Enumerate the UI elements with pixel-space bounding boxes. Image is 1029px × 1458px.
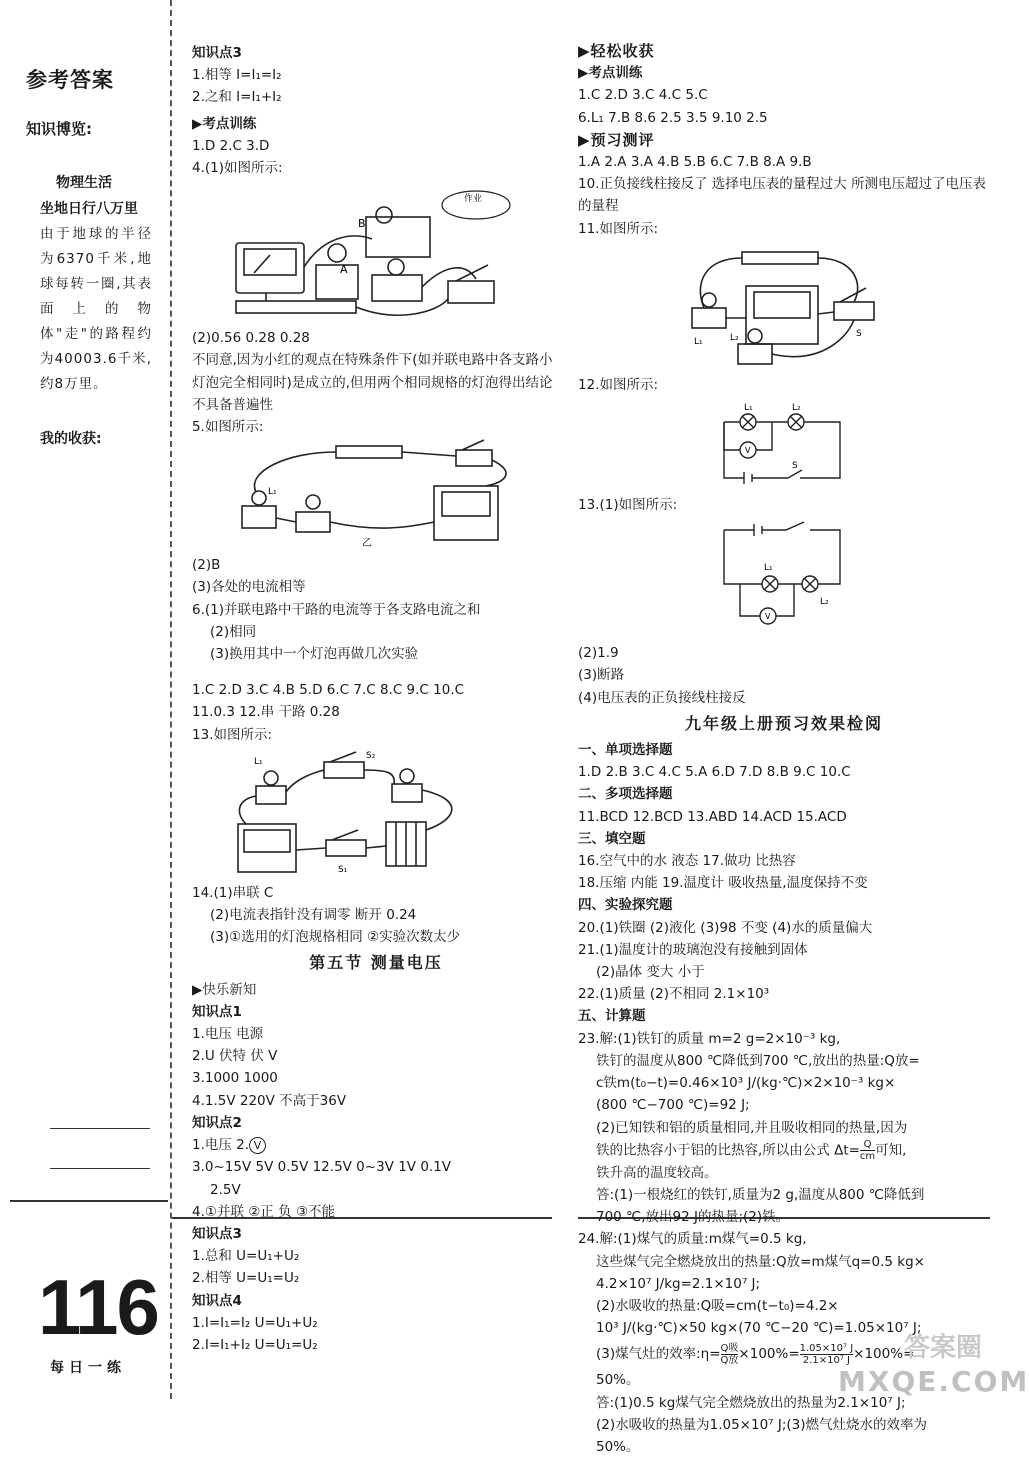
note-rule bbox=[50, 1128, 150, 1129]
figure-label: L₁ bbox=[694, 336, 703, 347]
text-line: (2)水吸收的热量:Q吸=cm(t−t₀)=4.2× bbox=[596, 1297, 839, 1314]
section-heading: ▶考点训练 bbox=[192, 115, 257, 132]
text-line: 4.1.5V 220V 不高于36V bbox=[192, 1092, 347, 1109]
text-line: (3)①选用的灯泡规格相同 ②实验次数太少 bbox=[210, 929, 461, 946]
text-line: 1.A 2.A 3.A 4.B 5.B 6.C 7.B 8.A 9.B bbox=[578, 154, 812, 171]
figure-note: 作业 bbox=[464, 194, 483, 205]
text-line: 11.BCD 12.BCD 13.ABD 14.ACD 15.ACD bbox=[578, 808, 847, 825]
circuit-figure-5 bbox=[714, 400, 854, 490]
text-line: 13.(1)如图所示: bbox=[578, 497, 678, 514]
figure-label: L₁ bbox=[764, 563, 773, 574]
answers-title: 参考答案 bbox=[26, 68, 114, 92]
text-line: (4)电压表的正负接线柱接反 bbox=[578, 689, 746, 706]
figure-label: L₂ bbox=[730, 332, 739, 343]
text-line: 这些煤气完全燃烧放出的热量:Q放=m煤气q=0.5 kg× bbox=[596, 1253, 925, 1270]
my-gain-label: 我的收获: bbox=[40, 431, 102, 447]
page-number: 116 bbox=[38, 1263, 158, 1351]
switch-icon bbox=[326, 840, 366, 856]
figure-label: S₁ bbox=[338, 864, 348, 875]
footer-text: 每日一练 bbox=[50, 1360, 126, 1376]
text-line: (2)晶体 变大 小于 bbox=[596, 964, 705, 981]
voltmeter-icon: V bbox=[249, 1137, 266, 1154]
fraction-denominator: 2.1×10⁷ J bbox=[802, 1354, 850, 1366]
text-line: (3)各处的电流相等 bbox=[192, 579, 306, 596]
text-line bbox=[192, 1134, 560, 1156]
text-line: 1.I=I₁=I₂ U=U₁+U₂ bbox=[192, 1314, 318, 1331]
figure-label: L₂ bbox=[792, 403, 801, 414]
figure-label: S bbox=[792, 461, 798, 472]
figure-label: S bbox=[856, 328, 862, 339]
text-line: 21.(1)温度计的玻璃泡没有接触到固体 bbox=[578, 941, 808, 958]
sidebar bbox=[0, 0, 168, 1399]
text-fragment: ×100%= bbox=[738, 1346, 800, 1363]
figure-label: L₁ bbox=[268, 487, 277, 498]
text-fragment: 1.电压 2. bbox=[192, 1137, 250, 1154]
text-line: 知识点1 bbox=[192, 1003, 242, 1020]
text-line: c铁m(t₀−t)=0.46×10³ J/(kg·℃)×2×10⁻³ kg× bbox=[596, 1075, 896, 1092]
text-line: 4.(1)如图所示: bbox=[192, 160, 283, 177]
text-line: 700 ℃,放出92 J的热量;(2)铁。 bbox=[596, 1209, 790, 1226]
bulb-icon bbox=[328, 244, 346, 262]
bulb-icon bbox=[702, 293, 716, 307]
text-line: (2)0.56 0.28 0.28 bbox=[192, 330, 310, 347]
note-rule bbox=[10, 1200, 168, 1202]
text-line: (2)相同 bbox=[210, 623, 257, 640]
text-fragment: ×100%= bbox=[853, 1346, 915, 1363]
watermark-text: 答案圈 bbox=[904, 1333, 983, 1363]
ammeter-icon bbox=[236, 243, 304, 293]
text-line: 答:(1)一根烧红的铁钉,质量为2 g,温度从800 ℃降低到 bbox=[596, 1186, 925, 1203]
text-line: 18.压缩 内能 19.温度计 吸收热量,温度保持不变 bbox=[578, 875, 868, 892]
section-heading: ▶考点训练 bbox=[578, 65, 643, 82]
article-head: 坐地日行八万里 bbox=[40, 201, 138, 217]
fraction-numerator: Q吸 bbox=[720, 1342, 739, 1354]
bulb-icon bbox=[376, 207, 392, 223]
text-line: 知识点3 bbox=[192, 45, 242, 61]
fraction-denominator: cm bbox=[859, 1150, 876, 1162]
text-line: 2.相等 U=U₁=U₂ bbox=[192, 1270, 300, 1287]
text-line: 10³ J/(kg·℃)×50 kg×(70 ℃−20 ℃)=1.05×10⁷ J; bbox=[596, 1320, 922, 1337]
switch-icon bbox=[834, 302, 874, 320]
bulb-icon bbox=[252, 491, 266, 505]
text-line: 23.解:(1)铁钉的质量 m=2 g=2×10⁻³ kg, bbox=[578, 1030, 841, 1047]
section-heading: ▶轻松收获 bbox=[578, 42, 655, 60]
formula-fraction bbox=[860, 1139, 875, 1162]
text-line: 6.L₁ 7.B 8.6 2.5 3.5 9.10 2.5 bbox=[578, 109, 768, 126]
voltmeter-icon bbox=[746, 286, 818, 344]
text-paragraph: 10.正负接线柱接反了 选择电压表的量程过大 所测电压超过了电压表的量程 bbox=[578, 176, 987, 215]
text-line: 4.①并联 ②正 负 ③不能 bbox=[192, 1203, 336, 1220]
text-line: 4.2×10⁷ J/kg=2.1×10⁷ J; bbox=[596, 1275, 761, 1292]
text-line: 2.5V bbox=[210, 1181, 241, 1198]
text-line: 1.D 2.B 3.C 4.C 5.A 6.D 7.D 8.B 9.C 10.C bbox=[578, 764, 851, 781]
text-line: 3.1000 1000 bbox=[192, 1070, 278, 1087]
exam-title: 九年级上册预习效果检阅 bbox=[684, 713, 883, 733]
text-line: 知识点3 bbox=[192, 1225, 242, 1242]
text-line: 知识点4 bbox=[192, 1292, 242, 1309]
section-title: 第五节 测量电压 bbox=[309, 953, 443, 973]
circuit-figure-6 bbox=[714, 520, 854, 638]
bulb-icon bbox=[306, 495, 320, 509]
text-line: 2.U 伏特 伏 V bbox=[192, 1048, 278, 1065]
text-line: 16.空气中的水 液态 17.做功 比热容 bbox=[578, 853, 796, 870]
text-line: 1.D 2.C 3.D bbox=[192, 137, 270, 154]
text-line: (3)断路 bbox=[578, 667, 625, 684]
text-fragment: 可知, bbox=[875, 1142, 907, 1159]
text-fragment: (3)煤气灶的效率:η= bbox=[596, 1346, 721, 1363]
text-line: 2.I=I₁+I₂ U=U₁=U₂ bbox=[192, 1336, 318, 1353]
text-line: 6.(1)并联电路中干路的电流等于各支路电流之和 bbox=[192, 601, 481, 618]
figure-label: S₂ bbox=[366, 750, 376, 761]
section-heading: 一、单项选择题 bbox=[578, 742, 673, 759]
section-heading: ▶快乐新知 bbox=[192, 981, 257, 998]
text-line: (3)换用其中一个灯泡再做几次实验 bbox=[210, 646, 419, 663]
section-heading: 三、填空题 bbox=[578, 830, 646, 847]
text-line: (2)电流表指针没有调零 断开 0.24 bbox=[210, 907, 417, 924]
text-line: 铁钉的温度从800 ℃降低到700 ℃,放出的热量:Q放= bbox=[596, 1052, 920, 1069]
figure-label: 乙 bbox=[362, 538, 372, 550]
fraction-numerator: 1.05×10⁷ J bbox=[799, 1342, 854, 1354]
text-line: 11.0.3 12.串 干路 0.28 bbox=[192, 704, 340, 721]
text-line: 24.解:(1)煤气的质量:m煤气=0.5 kg, bbox=[578, 1231, 807, 1248]
note-rule bbox=[50, 1168, 150, 1169]
circuit-figure-4 bbox=[684, 244, 884, 370]
circuit-figure-1 bbox=[226, 183, 526, 323]
text-line: 1.总和 U=U₁+U₂ bbox=[192, 1248, 300, 1265]
text-line: (2)已知铁和铝的质量相同,并且吸收相同的热量,因为 bbox=[596, 1119, 908, 1136]
article-text: 由于地球的半径为6370千米,地球每转一圈,其表面上的物体"走"的路程约为40003.6千米,约8万里。 bbox=[40, 226, 152, 392]
section-heading: 二、多项选择题 bbox=[578, 786, 673, 803]
text-paragraph: 不同意,因为小红的观点在特殊条件下(如并联电路中各支路小灯泡完全相同时)是成立的,但用两个相同规格的灯泡得出结论不具备普遍性 bbox=[192, 352, 553, 413]
switch-icon bbox=[456, 450, 492, 466]
figure-label: B bbox=[358, 217, 366, 231]
section-heading: ▶预习测评 bbox=[578, 130, 655, 149]
text-line: 答:(1)0.5 kg煤气完全燃烧放出的热量为2.1×10⁷ J; bbox=[596, 1394, 906, 1411]
text-line: (2)1.9 bbox=[578, 645, 619, 662]
text-line: 50%。 bbox=[596, 1372, 640, 1389]
switch-icon bbox=[324, 762, 364, 778]
text-line: 50%。 bbox=[596, 1438, 640, 1455]
text-line: 1.C 2.D 3.C 4.C 5.C bbox=[578, 87, 708, 104]
bulb-icon bbox=[388, 259, 404, 275]
figure-label: V bbox=[765, 612, 771, 622]
article-title: 物理生活 bbox=[56, 175, 112, 191]
text-line: 5.如图所示: bbox=[192, 419, 264, 436]
text-fragment: 铁的比热容小于铝的比热容,所以由公式 Δt= bbox=[596, 1142, 860, 1159]
text-line: 12.如图所示: bbox=[578, 376, 659, 393]
text-line: 2.之和 I=I₁+I₂ bbox=[192, 89, 282, 106]
battery-icon bbox=[336, 446, 402, 458]
figure-label: L₂ bbox=[820, 597, 829, 608]
text-line: 1.电压 电源 bbox=[192, 1026, 264, 1043]
board-icon bbox=[366, 217, 430, 257]
switch-icon bbox=[448, 281, 494, 303]
circuit-figure-3 bbox=[226, 750, 526, 878]
text-line: (2)水吸收的热量为1.05×10⁷ J;(3)燃气灶烧水的效率为 bbox=[596, 1416, 928, 1433]
bulb-icon bbox=[748, 329, 762, 343]
text-line: 1.C 2.D 3.C 4.B 5.D 6.C 7.C 8.C 9.C 10.C bbox=[192, 682, 465, 699]
formula-fraction bbox=[721, 1343, 739, 1366]
text-line: 13.如图所示: bbox=[192, 726, 273, 743]
bulb-icon bbox=[400, 769, 414, 783]
figure-label: A bbox=[340, 263, 348, 277]
middle-column bbox=[192, 42, 560, 1356]
text-line: 1.相等 I=I₁=I₂ bbox=[192, 67, 282, 84]
knowledge-label: 知识博览: bbox=[26, 120, 92, 138]
battery-icon bbox=[742, 252, 818, 264]
text-line: 14.(1)串联 C bbox=[192, 884, 274, 901]
fraction-numerator: Q bbox=[860, 1139, 875, 1151]
text-line: 铁升高的温度较高。 bbox=[596, 1164, 718, 1181]
circuit-figure-2 bbox=[226, 442, 526, 550]
text-line: 20.(1)铁圈 (2)液化 (3)98 不变 (4)水的质量偏大 bbox=[578, 919, 873, 936]
bulb-base-icon bbox=[316, 265, 358, 299]
ammeter-icon bbox=[238, 824, 296, 872]
text-line: (2)B bbox=[192, 557, 221, 574]
figure-label: L₁ bbox=[744, 403, 753, 414]
text-line: 3.0~15V 5V 0.5V 12.5V 0~3V 1V 0.1V bbox=[192, 1159, 452, 1176]
text-line: 知识点2 bbox=[192, 1114, 242, 1131]
text-line: (800 ℃−700 ℃)=92 J; bbox=[596, 1097, 750, 1114]
figure-label: L₁ bbox=[254, 756, 263, 767]
section-heading: 四、实验探究题 bbox=[578, 897, 673, 914]
text-line: 22.(1)质量 (2)不相同 2.1×10³ bbox=[578, 986, 770, 1003]
figure-label: V bbox=[745, 446, 751, 456]
column-divider bbox=[170, 0, 172, 1399]
text-line: 11.如图所示: bbox=[578, 220, 659, 237]
battery-icon bbox=[236, 301, 356, 313]
right-column bbox=[578, 40, 990, 1458]
ammeter-icon bbox=[434, 486, 498, 540]
section-heading: 五、计算题 bbox=[578, 1008, 646, 1025]
watermark-text: MXQE.COM bbox=[838, 1365, 1029, 1398]
watermark-logo bbox=[834, 1327, 1029, 1399]
bulb-icon bbox=[264, 771, 278, 785]
fraction-denominator: Q放 bbox=[720, 1354, 739, 1366]
text-line bbox=[578, 1139, 990, 1162]
